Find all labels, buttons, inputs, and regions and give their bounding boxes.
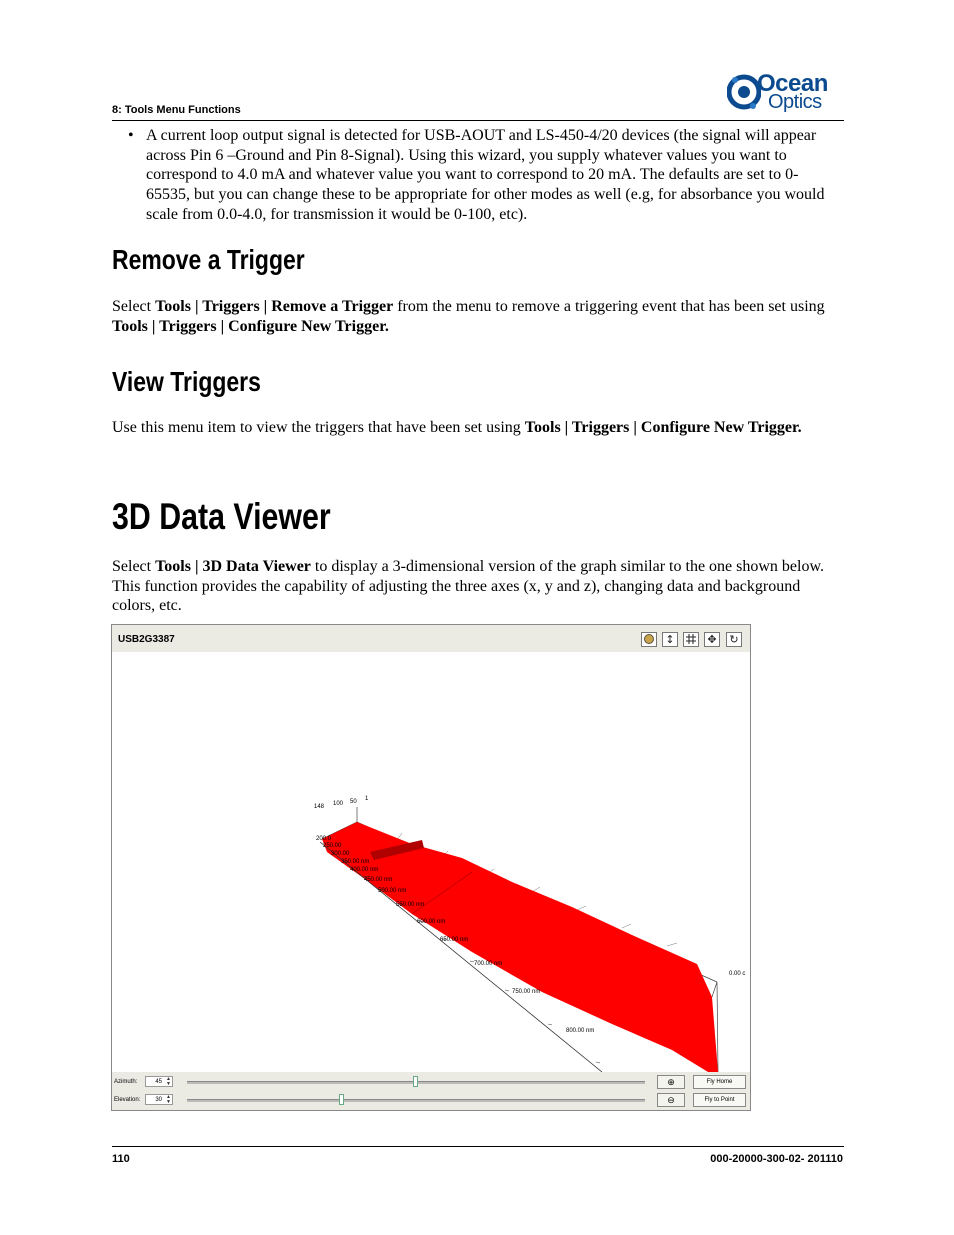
elevation-slider-thumb[interactable] [339, 1094, 344, 1105]
wavelength-tick: 750.00 nm [512, 989, 541, 995]
vertical-arrows-icon[interactable]: ↕ [662, 632, 678, 647]
move-icon[interactable]: ✥ [704, 632, 720, 647]
depth-tick: 1 [365, 796, 369, 802]
bullet-text: A current loop output signal is detected for USB-AOUT and LS-450-4/20 devices (the signal will appear across Pin 6 –Ground and Pin 8-Signal). Using this wizard, you supply whatever values you want to correspond to 4.0 mA and whatever value you want to correspond to 20 mA. The defaults are set to 0-65535, but you can change these to be appropriate for other modes as well (e.g, for absorbance you would scale from 0.0-4.0, for transmission it would be 0-100, etc). [146, 127, 825, 223]
viewer-titlebar [112, 625, 750, 652]
depth-tick: 148 [314, 804, 325, 810]
color-icon[interactable] [641, 632, 657, 647]
depth-tick: 50 [350, 799, 357, 805]
device-name: USB2G3387 [118, 634, 175, 645]
elevation-slider[interactable] [187, 1099, 645, 1102]
page-number: 110 [112, 1153, 130, 1165]
wavelength-tick: 450.00 nm [364, 877, 393, 883]
depth-tick: 100 [333, 801, 344, 807]
running-header: 8: Tools Menu Functions [112, 104, 241, 116]
elevation-row [112, 1092, 750, 1109]
data-viewer-paragraph [112, 557, 844, 616]
heading-3d-data-viewer: 3D Data Viewer [112, 496, 331, 537]
fly-home-button[interactable]: Fly Home [693, 1075, 746, 1089]
menu-path: Tools | Triggers | Configure New Trigger. [524, 419, 802, 436]
3d-viewer-screenshot [111, 624, 751, 1111]
text-run: from the menu to remove a triggering event that has been set using [393, 298, 825, 315]
grid-icon[interactable] [683, 632, 699, 647]
menu-path: Tools | 3D Data Viewer [155, 558, 311, 575]
spinner-arrows-icon[interactable]: ▲ ▼ [166, 1094, 171, 1105]
wavelength-tick: 300.00 [331, 851, 350, 857]
footer-rule [112, 1146, 844, 1147]
wavelength-tick: 200.0 [316, 836, 332, 842]
text-run: Use this menu item to view the triggers that have been set using [112, 419, 525, 436]
wavelength-tick: 700.00 nm [474, 961, 503, 967]
elevation-spinner[interactable] [145, 1094, 173, 1105]
azimuth-row [112, 1074, 750, 1091]
bullet-dot-icon: • [128, 127, 134, 144]
azimuth-spinner[interactable] [145, 1076, 173, 1087]
menu-path: Tools | Triggers | Configure New Trigger. [112, 317, 389, 335]
zoom-out-button[interactable]: ⊖ [657, 1093, 685, 1107]
fly-to-point-button[interactable]: Fly to Point [693, 1093, 746, 1107]
header-rule [112, 120, 844, 121]
document-number: 000-20000-300-02- 201110 [710, 1153, 843, 1165]
azimuth-value: 45 [155, 1079, 162, 1085]
view-triggers-paragraph [112, 418, 844, 438]
heading-remove-trigger: Remove a Trigger [112, 244, 305, 275]
3d-surface-graphic [112, 652, 750, 1072]
wavelength-tick: 800.00 nm [566, 1028, 595, 1034]
azimuth-label: Azimuth: [114, 1079, 138, 1085]
view-controls [112, 1072, 750, 1110]
wavelength-tick: 650.00 nm [440, 937, 469, 943]
rotate-icon[interactable]: ↻ [726, 632, 742, 647]
intensity-tick: 0.00 c [729, 971, 746, 977]
spinner-arrows-icon[interactable]: ▲ ▼ [166, 1076, 171, 1087]
zoom-in-button[interactable]: ⊕ [657, 1075, 685, 1089]
elevation-value: 30 [155, 1097, 162, 1103]
logo-mark-icon [727, 70, 761, 114]
wavelength-tick: 400.00 nm [350, 867, 379, 873]
text-run: Select [112, 558, 156, 575]
remove-trigger-paragraph [112, 297, 844, 336]
wavelength-tick: 250.00 [323, 843, 342, 849]
wavelength-tick: 350.00 nm [341, 859, 370, 865]
logo-text-optics: Optics [768, 91, 822, 113]
elevation-label: Elevation: [114, 1097, 141, 1103]
azimuth-slider-thumb[interactable] [413, 1076, 418, 1087]
wavelength-tick: 600.00 nm [417, 919, 446, 925]
wavelength-tick: 550.00 nm [396, 902, 425, 908]
wavelength-tick: 500.00 nm [378, 888, 407, 894]
bullet-item [128, 126, 840, 225]
logo-text-ocean: Ocean [757, 70, 828, 97]
text-run: Select [112, 298, 156, 315]
ocean-optics-logo [727, 70, 847, 116]
heading-view-triggers: View Triggers [112, 366, 261, 397]
menu-path: Tools | Triggers | Remove a Trigger [155, 298, 394, 315]
3d-plot-area[interactable] [112, 652, 750, 1072]
text-run: to display a 3-dimensional version of the graph similar to the one shown below. This function provides the capability of adjusting the three axes (x, y and z), changing data and background colors, etc. [112, 558, 824, 614]
